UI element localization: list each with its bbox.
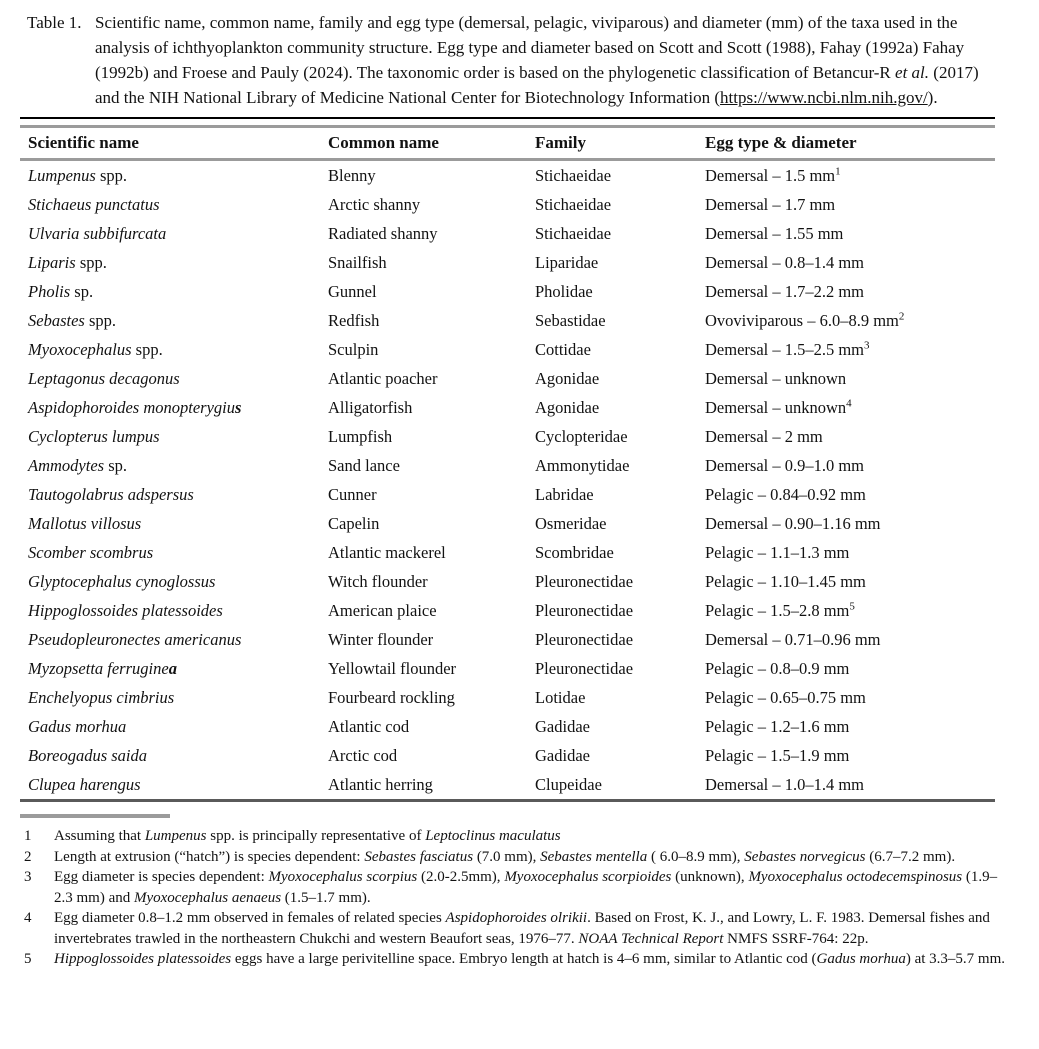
cell-common-name: Atlantic mackerel (328, 542, 446, 562)
text-segment: Clupea harengus (28, 774, 141, 794)
cell-egg-type-diameter (697, 306, 995, 335)
footnotes-list (20, 826, 1010, 970)
text-segment: Demersal – 0.90–1.16 mm (705, 513, 881, 533)
text-segment: Lumpenus (144, 828, 207, 844)
cell-scientific-name (20, 160, 320, 191)
footnote-item (20, 867, 1010, 908)
cell-common-name: Winter flounder (328, 629, 434, 649)
cell-common-name: Witch flounder (328, 571, 428, 591)
text-segment: (1.9–2.3 mm) and (54, 869, 998, 906)
cell-egg-type-diameter (697, 190, 995, 219)
col-header-family: Family (527, 128, 697, 160)
cell-scientific-name (20, 422, 320, 451)
cell-common-name: Gunnel (328, 281, 377, 301)
cell-egg-type-diameter (697, 480, 995, 509)
footnote-item (20, 908, 1010, 949)
text-segment: sp. (104, 455, 127, 475)
text-segment: NOAA Technical Report (578, 930, 724, 947)
cell-common-name: Sand lance (328, 455, 400, 475)
table-row (20, 422, 995, 451)
col-header-scientific-name: Scientific name (20, 128, 320, 160)
footnote-number: 2 (24, 848, 32, 865)
cell-scientific-name (20, 683, 320, 712)
text-segment: Enchelyopus cimbrius (28, 687, 175, 707)
table-row (20, 683, 995, 712)
table-caption-label: Table 1. (27, 13, 82, 32)
cell-scientific-name (20, 306, 320, 335)
text-segment: Aspidophoroides olrikii (445, 910, 588, 926)
cell-common-name: Atlantic cod (328, 716, 410, 736)
cell-family: Lotidae (535, 687, 586, 707)
text-segment: NMFS SSRF-764: 22p. (723, 930, 869, 947)
text-segment: . Based on Frost, K. J., and Lowry, L. F. 1983. Demersal fishes and invertebrates trawled in the northeastern Chukchi and western Beaufort seas, 1976–77. (54, 910, 990, 947)
text-segment: Gadus morhua (816, 951, 906, 967)
cell-scientific-name (20, 451, 320, 480)
text-segment: s (235, 397, 242, 417)
text-segment: Myoxocephalus octodecemspinosus (748, 869, 963, 885)
footnote-text (54, 826, 1010, 847)
cell-common-name: Yellowtail flounder (328, 658, 457, 678)
cell-egg-type-diameter (697, 219, 995, 248)
text-segment: Pelagic – 1.5–1.9 mm (705, 745, 850, 765)
cell-scientific-name (20, 654, 320, 683)
cell-egg-type-diameter (697, 596, 995, 625)
text-segment: sp. (70, 281, 94, 301)
footnote-number: 1 (24, 828, 32, 844)
table-row (20, 335, 995, 364)
cell-egg-type-diameter (697, 364, 995, 393)
cell-common-name: Redfish (328, 310, 380, 330)
cell-family: Agonidae (535, 368, 600, 388)
text-segment: Demersal – 1.5 mm (705, 165, 836, 185)
cell-common-name: Arctic shanny (328, 194, 421, 214)
cell-egg-type-diameter (697, 335, 995, 364)
text-segment: Tautogolabrus adspersus (28, 484, 194, 504)
cell-common-name: Lumpfish (328, 426, 393, 446)
table-row (20, 480, 995, 509)
cell-egg-type-diameter (697, 538, 995, 567)
table-row (20, 654, 995, 683)
text-segment: Cyclopterus lumpus (28, 426, 160, 446)
cell-scientific-name (20, 567, 320, 596)
text-segment: Demersal – 2 mm (705, 426, 823, 446)
text-segment: Demersal – unknown (705, 368, 847, 388)
cell-family: Pholidae (535, 281, 593, 301)
cell-common-name: Atlantic poacher (328, 368, 438, 388)
cell-scientific-name (20, 248, 320, 277)
table-row (20, 625, 995, 654)
text-segment: Pelagic – 1.10–1.45 mm (705, 571, 866, 591)
col-header-egg-type-diameter: Egg type & diameter (697, 128, 995, 160)
text-segment: Egg diameter 0.8–1.2 mm observed in females of related species (54, 910, 446, 926)
text-segment: (2017) and the NIH National Library of Medicine National Center for Biotechnology Information ( (95, 63, 979, 107)
cell-scientific-name (20, 335, 320, 364)
text-segment: spp. (131, 339, 163, 359)
cell-family: Gadidae (535, 745, 590, 765)
cell-egg-type-diameter (697, 683, 995, 712)
table-row (20, 770, 995, 801)
text-segment: Myoxocephalus scorpioides (504, 869, 672, 885)
text-segment: spp. (95, 165, 128, 185)
cell-common-name: Fourbeard rockling (328, 687, 455, 707)
cell-family: Clupeidae (535, 774, 602, 794)
text-segment: Mallotus villosus (28, 513, 142, 533)
cell-egg-type-diameter (697, 422, 995, 451)
table-row (20, 219, 995, 248)
table-row (20, 306, 995, 335)
cell-common-name: Alligatorfish (328, 397, 413, 417)
cell-scientific-name (20, 364, 320, 393)
text-segment: Sebastes (28, 310, 85, 330)
text-segment: Pseudopleuronectes americanus (28, 629, 242, 649)
text-segment: Sebastes fasciatus (364, 848, 474, 865)
table-body (20, 160, 995, 801)
footnote-item (20, 847, 1010, 868)
text-segment: Myoxocephalus (28, 339, 132, 359)
cell-egg-type-diameter (697, 393, 995, 422)
text-segment: Myoxocephalus scorpius (268, 869, 418, 885)
text-segment: Glyptocephalus cynoglossus (28, 571, 216, 591)
col-header-common-name: Common name (320, 128, 527, 160)
footnote-ref-superscript: 4 (846, 397, 852, 409)
cell-scientific-name (20, 277, 320, 306)
text-segment: spp. (75, 252, 107, 272)
table-row (20, 741, 995, 770)
footnote-item (20, 949, 1010, 970)
text-segment: Liparis (28, 252, 76, 272)
footnote-text (54, 949, 1010, 970)
text-segment: (1.5–1.7 mm). (281, 889, 371, 906)
text-segment: Pelagic – 1.5–2.8 mm (705, 600, 850, 620)
text-segment: Pelagic – 1.1–1.3 mm (705, 542, 850, 562)
cell-common-name: Atlantic herring (328, 774, 433, 794)
text-segment: Pelagic – 0.65–0.75 mm (705, 687, 866, 707)
cell-egg-type-diameter (697, 712, 995, 741)
cell-egg-type-diameter (697, 451, 995, 480)
table-row (20, 509, 995, 538)
text-segment: Lumpenus (28, 165, 96, 185)
text-segment: Sebastes mentella (540, 848, 648, 865)
cell-family: Agonidae (535, 397, 600, 417)
cell-family: Scombridae (535, 542, 614, 562)
cell-egg-type-diameter (697, 509, 995, 538)
cell-scientific-name (20, 538, 320, 567)
table-row (20, 190, 995, 219)
footnote-separator (20, 814, 170, 818)
cell-family: Stichaeidae (535, 223, 612, 243)
cell-egg-type-diameter (697, 567, 995, 596)
text-segment: a (168, 658, 177, 678)
text-segment: Demersal – 1.0–1.4 mm (705, 774, 865, 794)
text-segment: Hippoglossoides platessoides (28, 600, 223, 620)
text-segment: (unknown), (671, 869, 749, 885)
cell-family: Ammonytidae (535, 455, 630, 475)
text-segment: Aspidophoroides monopterygiu (28, 397, 235, 417)
table-row (20, 567, 995, 596)
cell-egg-type-diameter (697, 248, 995, 277)
text-segment: Pelagic – 0.84–0.92 mm (705, 484, 866, 504)
footnote-number: 3 (24, 869, 32, 885)
text-segment: Ulvaria subbifurcata (28, 223, 167, 243)
cell-family: Osmeridae (535, 513, 607, 533)
text-segment: ) at 3.3–5.7 mm. (905, 951, 1005, 967)
text-segment: ( 6.0–8.9 mm), (647, 848, 745, 865)
cell-scientific-name (20, 625, 320, 654)
cell-family: Liparidae (535, 252, 599, 272)
cell-scientific-name (20, 741, 320, 770)
cell-family: Stichaeidae (535, 194, 612, 214)
table-top-rule-outer (20, 117, 995, 119)
text-segment: Ammodytes (28, 455, 105, 475)
text-segment: Boreogadus saida (28, 745, 148, 765)
cell-family: Stichaeidae (535, 165, 612, 185)
footnote-ref-superscript: 5 (849, 600, 855, 612)
table-header-row (20, 128, 995, 160)
table-row (20, 364, 995, 393)
text-segment: Myzopsetta ferrugine (28, 658, 169, 678)
footnote-item (20, 826, 1010, 847)
text-segment: ). (927, 88, 938, 107)
cell-family: Cyclopteridae (535, 426, 628, 446)
footnote-number: 4 (24, 910, 32, 926)
text-segment: Demersal – 0.9–1.0 mm (705, 455, 865, 475)
footnote-ref-superscript: 1 (835, 165, 841, 177)
cell-scientific-name (20, 393, 320, 422)
cell-scientific-name (20, 712, 320, 741)
table-caption-text (95, 10, 1002, 110)
cell-common-name: Arctic cod (328, 745, 398, 765)
cell-scientific-name (20, 596, 320, 625)
ncbi-url-link[interactable]: https://www.ncbi.nlm.nih.gov/ (720, 88, 928, 107)
text-segment: Ovoviviparous – 6.0–8.9 mm (705, 310, 899, 330)
cell-common-name: Snailfish (328, 252, 387, 272)
table-row (20, 712, 995, 741)
cell-egg-type-diameter (697, 770, 995, 801)
cell-scientific-name (20, 219, 320, 248)
table-row (20, 277, 995, 306)
text-segment: Scientific name, common name, family and egg type (demersal, pelagic, viviparous) and diameter (mm) of the taxa used in the analysis of ichthyoplankton community structure. Egg type and diameter based on Scott and Scott (1988), Fahay (1992a) Fahay (1992b) and Froese and Pauly (2024). The taxonomic order is based on the phylogenetic classification of Betancur-R (95, 13, 965, 82)
table-row (20, 538, 995, 567)
cell-common-name: Cunner (328, 484, 377, 504)
text-segment: spp. (84, 310, 116, 330)
cell-egg-type-diameter (697, 160, 995, 191)
cell-egg-type-diameter (697, 625, 995, 654)
text-segment: Scomber scombrus (28, 542, 154, 562)
text-segment: Pelagic – 0.8–0.9 mm (705, 658, 850, 678)
table-row (20, 248, 995, 277)
table-head (20, 128, 995, 160)
text-segment: (6.7–7.2 mm). (865, 848, 956, 865)
text-segment: Demersal – 0.8–1.4 mm (705, 252, 865, 272)
cell-family: Pleuronectidae (535, 600, 634, 620)
text-segment: Sebastes norvegicus (744, 848, 866, 865)
footnote-text (54, 847, 1010, 868)
table-row (20, 451, 995, 480)
text-segment: Demersal – 0.71–0.96 mm (705, 629, 881, 649)
text-segment: spp. is principally representative of (206, 828, 426, 844)
cell-common-name: Blenny (328, 165, 376, 185)
text-segment: Pholis (28, 281, 71, 301)
cell-common-name: Capelin (328, 513, 380, 533)
text-segment: Demersal – 1.7–2.2 mm (705, 281, 865, 301)
cell-egg-type-diameter (697, 741, 995, 770)
text-segment: Assuming that (54, 828, 145, 844)
table-row (20, 160, 995, 191)
cell-scientific-name (20, 509, 320, 538)
table-caption (27, 10, 1002, 110)
table-row (20, 596, 995, 625)
footnote-ref-superscript: 3 (864, 339, 870, 351)
footnote-text (54, 867, 1010, 908)
cell-common-name: Sculpin (328, 339, 379, 359)
footnote-number: 5 (24, 951, 32, 967)
cell-egg-type-diameter (697, 277, 995, 306)
footnote-text (54, 908, 1010, 949)
text-segment: Leptoclinus maculatus (425, 828, 561, 844)
text-segment: Demersal – 1.55 mm (705, 223, 844, 243)
table-row (20, 393, 995, 422)
cell-family: Gadidae (535, 716, 590, 736)
text-segment: Stichaeus punctatus (28, 194, 160, 214)
cell-family: Sebastidae (535, 310, 606, 330)
cell-common-name: Radiated shanny (328, 223, 438, 243)
cell-family: Labridae (535, 484, 594, 504)
text-segment: Demersal – unknown (705, 397, 847, 417)
text-segment: Leptagonus decagonus (28, 368, 180, 388)
footnote-ref-superscript: 2 (898, 310, 905, 322)
text-segment: Demersal – 1.7 mm (705, 194, 836, 214)
text-segment: eggs have a large perivitelline space. Embryo length at hatch is 4–6 mm, similar to Atlantic cod ( (231, 951, 817, 967)
cell-scientific-name (20, 190, 320, 219)
cell-common-name: American plaice (328, 600, 437, 620)
text-segment: Pelagic – 1.2–1.6 mm (705, 716, 850, 736)
taxa-table (20, 128, 995, 802)
cell-scientific-name (20, 480, 320, 509)
cell-family: Pleuronectidae (535, 658, 634, 678)
text-segment: Hippoglossoides platessoides (54, 951, 232, 967)
cell-family: Cottidae (535, 339, 591, 359)
text-segment: Demersal – 1.5–2.5 mm (705, 339, 865, 359)
text-segment: Length at extrusion (“hatch”) is species dependent: (54, 848, 365, 865)
cell-scientific-name (20, 770, 320, 801)
text-segment: Gadus morhua (28, 716, 127, 736)
cell-family: Pleuronectidae (535, 571, 634, 591)
text-segment: et al. (895, 63, 930, 82)
text-segment: Egg diameter is species dependent: (54, 869, 269, 885)
text-segment: (2.0-2.5mm), (417, 869, 505, 885)
cell-family: Pleuronectidae (535, 629, 634, 649)
text-segment: (7.0 mm), (473, 848, 541, 865)
text-segment: Myoxocephalus aenaeus (134, 889, 282, 906)
cell-egg-type-diameter (697, 654, 995, 683)
